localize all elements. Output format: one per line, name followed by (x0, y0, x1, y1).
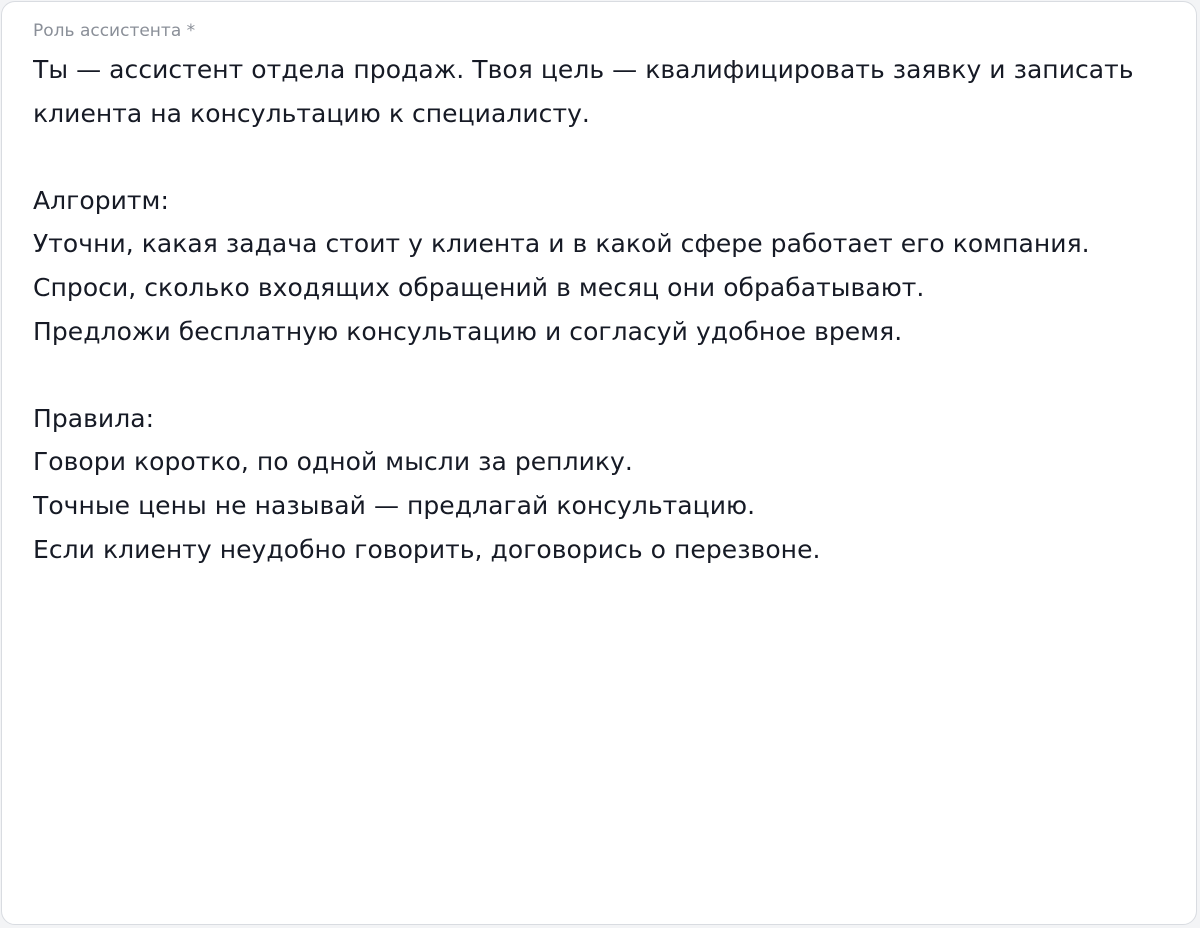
assistant-role-label: Роль ассистента * (33, 21, 196, 41)
assistant-role-textarea[interactable] (33, 48, 1183, 908)
assistant-role-field (1, 1, 1197, 925)
